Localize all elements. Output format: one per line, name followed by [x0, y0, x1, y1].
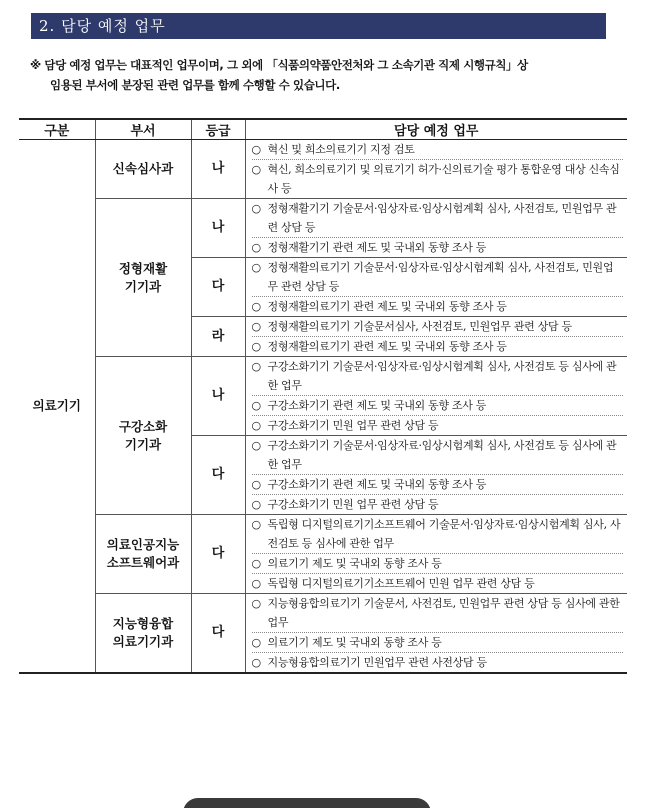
duty-text: 정형재활의료기기 관련 제도 및 국내외 동향 조사 등 [267, 340, 507, 353]
duty-text: 정형재활의료기기 기술문서심사, 사전검토, 민원업무 관련 상담 등 [267, 320, 572, 333]
duty-text: 독립형 디지털의료기기소프트웨어 기술문서·임상자료·임상시험계획 심사, 사전검토 등 심사에 관한 업무 [267, 518, 621, 550]
circle-bullet-icon: ○ [251, 163, 261, 176]
duty-text: 정형재활의료기기 기술문서·임상자료·임상시험계획 심사, 사전검토, 민원업무 관련 상담 등 [267, 261, 614, 293]
notice-line-2: 임용된 부서에 분장된 관련 업무를 함께 수행할 수 있습니다. [50, 78, 340, 92]
department-name-line: 지능형융합 [112, 616, 174, 631]
duties-cell [245, 436, 627, 515]
grade-cell: 라 [191, 317, 245, 357]
circle-bullet-icon: ○ [251, 498, 261, 511]
grade-cell: 나 [191, 199, 245, 258]
department-name-line: 의료인공지능 [106, 537, 180, 552]
circle-bullet-icon: ○ [251, 202, 261, 215]
table-row [19, 199, 627, 258]
duties-cell [245, 515, 627, 594]
circle-bullet-icon: ○ [251, 300, 261, 313]
notice-text [30, 55, 620, 95]
duty-text: 구강소화기기 기술문서·임상자료·임상시험계획 심사, 사전검토 등 심사에 관한 업무 [267, 360, 617, 392]
duty-text: 지능형융합의료기기 민원업무 관련 사전상담 등 [267, 656, 487, 669]
table-row [19, 357, 627, 436]
circle-bullet-icon: ○ [251, 399, 261, 412]
duty-text: 정형재활기기 관련 제도 및 국내외 동향 조사 등 [267, 241, 487, 254]
department-name-line: 의료기기과 [112, 634, 174, 649]
grade-cell: 나 [191, 140, 245, 199]
department-cell [95, 199, 191, 357]
department-name-line: 기기과 [124, 278, 162, 294]
duty-text: 정형재활기기 기술문서·임상자료·임상시험계획 심사, 사전검토, 민원업무 관련 상담 등 [267, 202, 617, 234]
department-cell [95, 140, 191, 199]
duties-cell [245, 140, 627, 199]
table-row [19, 515, 627, 594]
circle-bullet-icon: ○ [251, 478, 261, 491]
department-name-line: 정형재활 [118, 260, 168, 276]
department-cell [95, 594, 191, 674]
duty-item [252, 258, 624, 296]
grade-cell: 다 [191, 594, 245, 674]
duty-item [252, 652, 624, 672]
duty-item [252, 474, 624, 494]
department-name-line: 소프트웨어과 [106, 555, 180, 570]
duties-cell [245, 258, 627, 317]
duty-item [252, 436, 624, 474]
header-grade: 등급 [191, 119, 245, 140]
duty-text: 지능형융합의료기기 기술문서, 사전검토, 민원업무 관련 상담 등 심사에 관한 업무 [267, 597, 620, 629]
duty-text: 독립형 디지털의료기기소프트웨어 민원 업무 관련 상담 등 [267, 577, 535, 590]
table-header-row [19, 119, 627, 140]
duty-text: 구강소화기기 기술문서·임상자료·임상시험계획 심사, 사전검토 등 심사에 관한 업무 [267, 439, 617, 471]
duty-item [252, 415, 624, 435]
header-duties: 담당 예정 업무 [245, 119, 627, 140]
duty-item [252, 594, 624, 632]
duties-cell [245, 199, 627, 258]
duty-item [252, 395, 624, 415]
duty-text: 혁신 및 희소의료기기 지정 검토 [267, 143, 415, 156]
duty-text: 구강소화기기 민원 업무 관련 상담 등 [267, 498, 439, 511]
department-name-line: 기기과 [124, 436, 162, 452]
circle-bullet-icon: ○ [251, 360, 261, 373]
header-category: 구분 [19, 119, 95, 140]
duties-cell [245, 317, 627, 357]
duty-text: 정형재활의료기기 관련 제도 및 국내외 동향 조사 등 [267, 300, 507, 313]
duty-item [252, 199, 624, 237]
circle-bullet-icon: ○ [251, 636, 261, 649]
duty-item [252, 159, 624, 198]
table-row [19, 594, 627, 674]
grade-cell: 다 [191, 515, 245, 594]
circle-bullet-icon: ○ [251, 518, 261, 531]
duty-item [252, 515, 624, 553]
duty-item [252, 140, 624, 159]
circle-bullet-icon: ○ [251, 597, 261, 610]
grade-cell: 다 [191, 258, 245, 317]
duty-item [252, 237, 624, 257]
duty-item [252, 357, 624, 395]
duty-item [252, 632, 624, 652]
duty-item [252, 336, 624, 356]
department-cell [95, 515, 191, 594]
duties-cell [245, 357, 627, 436]
duty-text: 의료기기 제도 및 국내외 동향 조사 등 [267, 636, 442, 649]
bottom-navigation-bar[interactable] [183, 798, 431, 808]
duty-item [252, 296, 624, 316]
duty-text: 구강소화기기 관련 제도 및 국내외 동향 조사 등 [267, 478, 487, 491]
duty-text: 혁신, 희소의료기기 및 의료기기 허가·신의료기술 평가 통합운영 대상 신속심사 등 [267, 163, 620, 195]
duty-text: 의료기기 제도 및 국내외 동향 조사 등 [267, 557, 442, 570]
circle-bullet-icon: ○ [251, 439, 261, 452]
duty-item [252, 573, 624, 593]
circle-bullet-icon: ○ [251, 419, 261, 432]
duty-text: 구강소화기기 관련 제도 및 국내외 동향 조사 등 [267, 399, 487, 412]
section-title: 2. 담당 예정 업무 [31, 13, 606, 39]
grade-cell: 다 [191, 436, 245, 515]
duties-cell [245, 594, 627, 674]
duty-item [252, 317, 624, 336]
circle-bullet-icon: ○ [251, 320, 261, 333]
circle-bullet-icon: ○ [251, 656, 261, 669]
circle-bullet-icon: ○ [251, 241, 261, 254]
circle-bullet-icon: ○ [251, 143, 261, 156]
circle-bullet-icon: ○ [251, 557, 261, 570]
table-body [19, 140, 627, 674]
table-row [19, 140, 627, 199]
department-name-line: 구강소화 [118, 418, 168, 434]
department-name-line: 신속심사과 [112, 161, 174, 176]
department-cell [95, 357, 191, 515]
duty-item [252, 494, 624, 514]
circle-bullet-icon: ○ [251, 577, 261, 590]
duties-table [19, 118, 627, 674]
duty-item [252, 553, 624, 573]
notice-line-1: ※ 담당 예정 업무는 대표적인 업무이며, 그 외에 「식품의약품안전처와 그 소속기관 직제 시행규칙」상 [30, 58, 528, 72]
circle-bullet-icon: ○ [251, 340, 261, 353]
grade-cell: 나 [191, 357, 245, 436]
circle-bullet-icon: ○ [251, 261, 261, 274]
duty-text: 구강소화기기 민원 업무 관련 상담 등 [267, 419, 439, 432]
category-cell: 의료기기 [19, 140, 95, 674]
header-department: 부서 [95, 119, 191, 140]
